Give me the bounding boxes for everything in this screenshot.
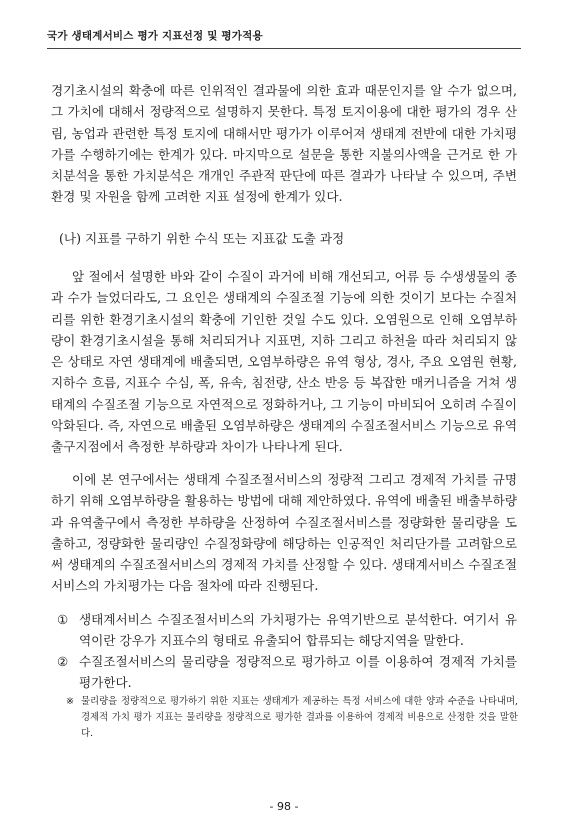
footnote — [66, 694, 518, 742]
body-paragraph-2: 앞 절에서 설명한 바와 같이 수질이 과거에 비해 개선되고, 어류 등 수생생물의 종과 수가 늘었더라도, 그 요인은 생태계의 수질조절 기능에 의한 것이기 보다는 수질처리를 위한 환경기초시설의 확충에 기인한 것일 수도 있다. 오염원으로 인해 오염부하량이 환경기초시설을 통해 처리되거나 지표면, 지하 그리고 하천을 따라 처리되지 않은 상태로 자연 생태계에 배출되면, 오염부하량은 유역 형상, 경사, 주요 오염원 현황, 지하수 흐름, 지표수 수심, 폭, 유속, 침전량, 산소 반응 등 복잡한 매커니즘을 거쳐 생태계의 수질조절 기능으로 자연적으로 정화하거나, 그 기능이 마비되어 오히려 수질이 악화된다. 즉, 자연으로 배출된 오염부하량은 생태계의 수질조절서비스 기능으로 유역 출구지점에서 측정한 부하량과 차이가 나타나게 된다. — [51, 269, 517, 455]
step-number: ② — [57, 654, 69, 669]
page-number: - 98 - — [269, 800, 299, 813]
note-mark: ※ — [66, 696, 74, 707]
procedure-step-1 — [57, 609, 517, 652]
step-text: 생태계서비스 수질조절서비스의 가치평가는 유역기반으로 분석한다. 여기서 유역이란 강우가 지표수의 형태로 유출되어 합류되는 해당지역을 말한다. — [79, 612, 517, 649]
note-text: 물리량을 정량적으로 평가하기 위한 지표는 생태계가 제공하는 특정 서비스에 대한 양과 수준을 나타내며, 경제적 가치 평가 지표는 물리량을 정량적으로 평가한 결과를 이용하여 경제적 비용으로 산정한 것을 말한다. — [81, 696, 518, 739]
step-number: ① — [57, 612, 69, 627]
section-subheading: (나) 지표를 구하기 위한 수식 또는 지표값 도출 과정 — [59, 231, 345, 246]
running-header: 국가 생태계서비스 평가 지표선정 및 평가적용 — [47, 30, 263, 42]
header-divider — [47, 48, 521, 49]
procedure-step-2 — [57, 651, 517, 694]
body-paragraph-3: 이에 본 연구에서는 생태계 수질조절서비스의 정량적 그리고 경제적 가치를 규명하기 위해 오염부하량을 활용하는 방법에 대해 제안하였다. 유역에 배출된 배출부하량과 유역출구에서 측정한 부하량을 산정하여 수질조절서비스를 정량화한 물리량을 도출하고, 정량화한 물리량인 수질정화량에 해당하는 인공적인 처리단가를 고려함으로써 생태계의 수질조절서비스의 경제적 가치를 산정할 수 있다. 생태계서비스 수질조절서비스의 가치평가는 다음 절차에 따라 진행된다. — [51, 472, 517, 594]
step-text: 수질조절서비스의 물리량을 정량적으로 평가하고 이를 이용하여 경제적 가치를 평가한다. — [79, 654, 517, 691]
body-paragraph-1: 경기초시설의 확충에 따른 인위적인 결과물에 의한 효과 때문인지를 알 수가 없으며, 그 가치에 대해서 정량적으로 설명하지 못한다. 특정 토지이용에 대한 평가의 경우 산림, 농업과 관련한 특정 토지에 대해서만 평가가 이루어져 생태계 전반에 대한 가치평가를 수행하기에는 한계가 있다. 마지막으로 설문을 통한 지불의사액을 근거로 한 가치분석을 통한 가치분석은 개개인 주관적 판단에 따른 결과가 나타날 수 있으며, 주변 환경 및 자원을 함께 고려한 지표 설정에 한계가 있다. — [51, 83, 517, 205]
